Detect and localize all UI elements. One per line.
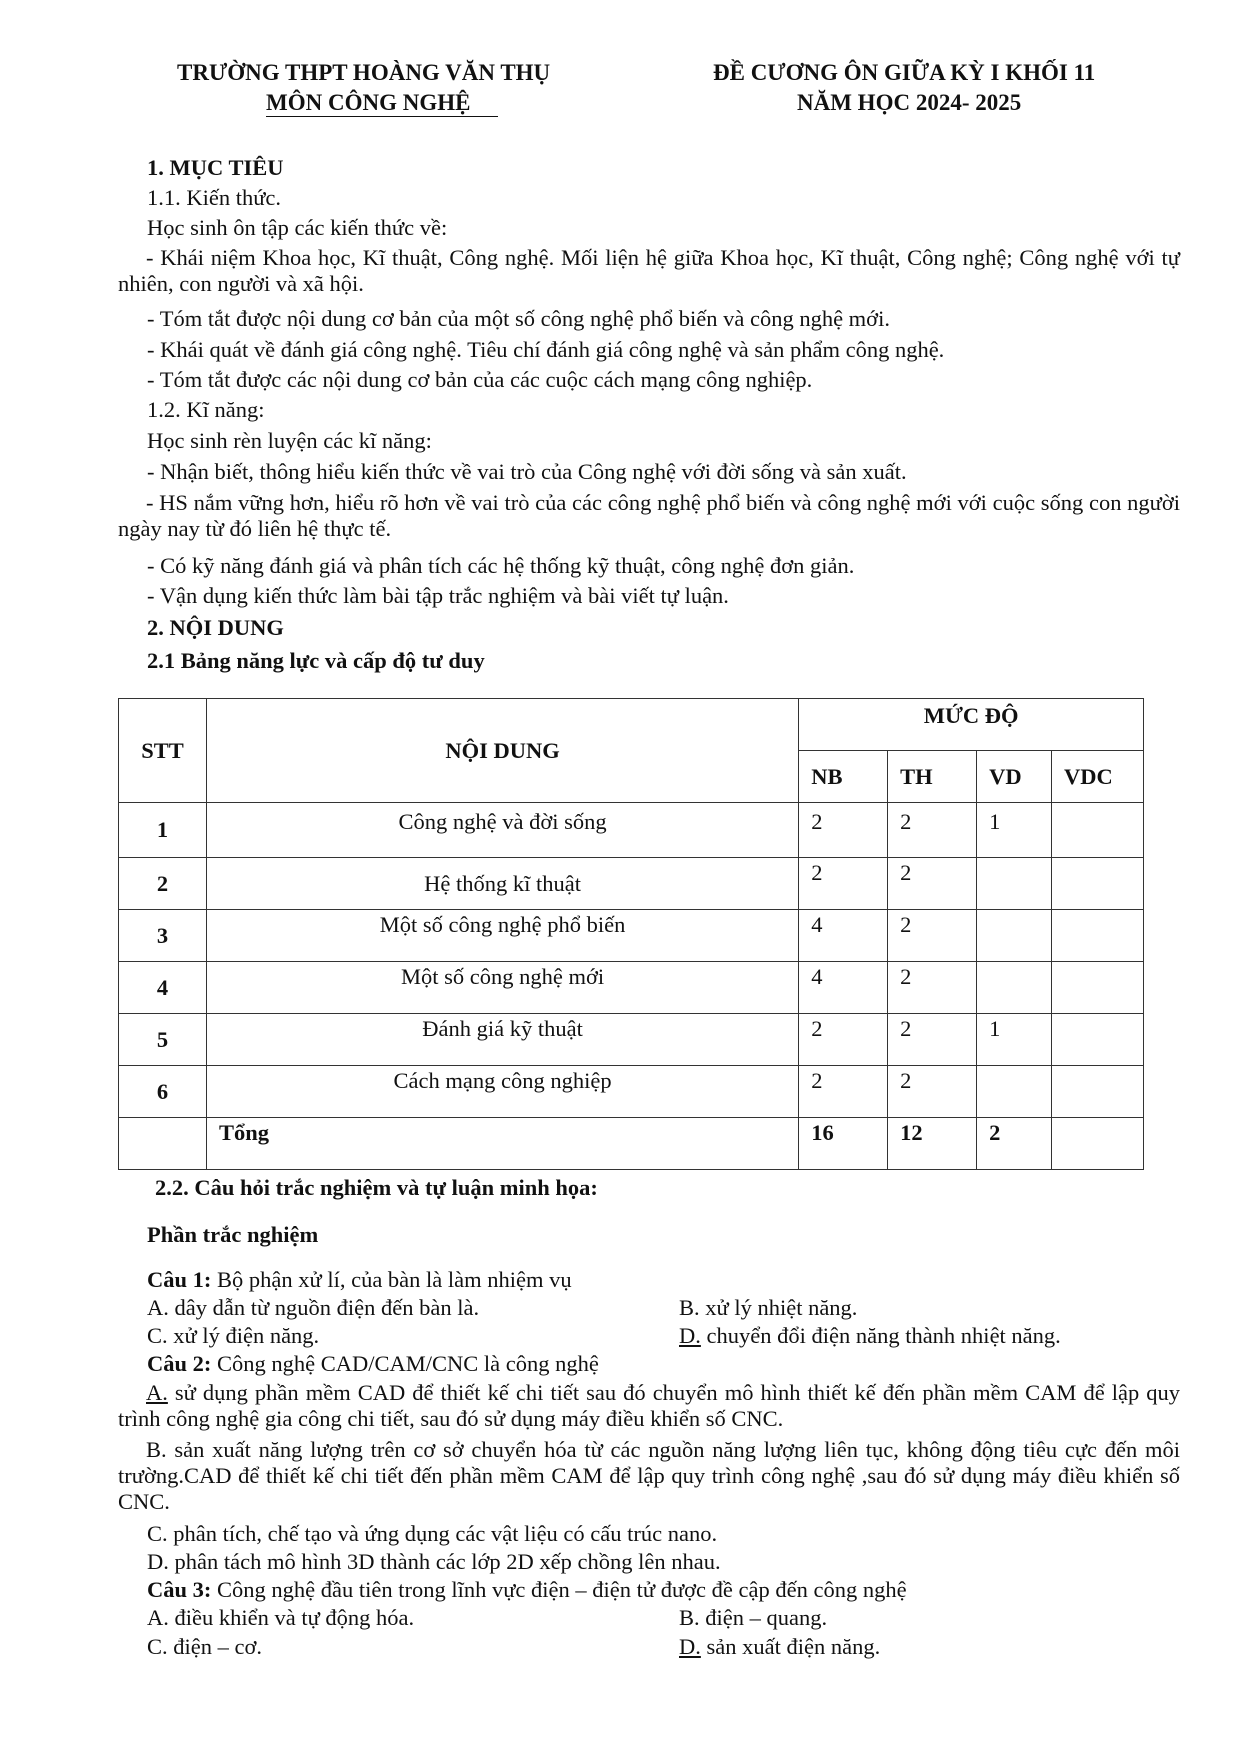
row-vdc — [1052, 1066, 1144, 1118]
row-vd — [977, 1066, 1052, 1118]
row-vd: 1 — [977, 1014, 1052, 1066]
row-nb: 4 — [799, 910, 888, 962]
q2-option-a-letter: A. — [146, 1380, 168, 1405]
header-vdc: VDC — [1052, 751, 1144, 803]
row-vdc — [1052, 803, 1144, 858]
skills-item-4: - Vận dụng kiến thức làm bài tập trắc nghiệm và bài viết tự luận. — [147, 583, 729, 608]
row-vdc — [1052, 858, 1144, 910]
q2-option-a-text: sử dụng phần mềm CAD để thiết kế chi tiết sau đó chuyển mô hình thiết kế đến phần mềm CAM để lập quy trình công nghệ gia công chi tiết, sau đó sử dụng máy điều khiển số CNC. — [118, 1380, 1180, 1431]
question-1-text: Bộ phận xử lí, của bàn là làm nhiệm vụ — [211, 1267, 572, 1292]
mc-heading: Phần trắc nghiệm — [147, 1222, 319, 1247]
competency-table — [118, 698, 1144, 1170]
q3-option-d-letter: D. — [679, 1634, 701, 1659]
header-vd: VD — [977, 751, 1052, 803]
section-1-heading: 1. MỤC TIÊU — [147, 155, 284, 180]
q1-option-d-letter: D. — [679, 1323, 701, 1348]
table-total-row — [119, 1118, 1144, 1170]
row-th: 2 — [888, 858, 977, 910]
row-stt: 4 — [119, 962, 207, 1014]
row-stt: 3 — [119, 910, 207, 962]
row-vd: 1 — [977, 803, 1052, 858]
question-3 — [147, 1574, 907, 1605]
q1-option-b: B. xử lý nhiệt năng. — [679, 1295, 858, 1320]
subject-name: MÔN CÔNG NGHỆ — [266, 90, 498, 117]
total-vdc — [1052, 1118, 1144, 1170]
row-content: Công nghệ và đời sống — [206, 803, 798, 858]
row-th: 2 — [888, 962, 977, 1014]
knowledge-item-3: - Khái quát về đánh giá công nghệ. Tiêu chí đánh giá công nghệ và sản phẩm công nghệ. — [147, 337, 945, 362]
skills-item-2: - HS nắm vững hơn, hiểu rõ hơn về vai trò của các công nghệ phổ biến và công nghệ mới với cuộc sống con người ngày nay từ đó liên hệ thực tế. — [118, 490, 1180, 541]
row-nb: 2 — [799, 1014, 888, 1066]
row-vd — [977, 858, 1052, 910]
question-3-label: Câu 3: — [147, 1577, 212, 1602]
row-content: Một số công nghệ phổ biến — [206, 910, 798, 962]
table-row — [119, 1066, 1144, 1118]
total-vd: 2 — [977, 1118, 1052, 1170]
knowledge-item-2: - Tóm tắt được nội dung cơ bản của một số công nghệ phổ biến và công nghệ mới. — [147, 306, 890, 331]
document-title: ĐỀ CƯƠNG ÔN GIỮA KỲ I KHỐI 11 — [713, 60, 1096, 85]
row-content: Đánh giá kỹ thuật — [206, 1014, 798, 1066]
q1-option-d — [679, 1320, 1061, 1351]
skills-heading: 1.2. Kĩ năng: — [147, 397, 265, 422]
question-3-text: Công nghệ đầu tiên trong lĩnh vực điện – điện tử được đề cập đến công nghệ — [211, 1577, 907, 1602]
header-content: NỘI DUNG — [206, 699, 798, 803]
header-nb: NB — [799, 751, 888, 803]
question-1 — [147, 1264, 572, 1295]
row-content: Cách mạng công nghiệp — [206, 1066, 798, 1118]
row-th: 2 — [888, 1066, 977, 1118]
row-stt: 2 — [119, 858, 207, 910]
row-vd — [977, 962, 1052, 1014]
row-th: 2 — [888, 1014, 977, 1066]
row-vdc — [1052, 962, 1144, 1014]
table-row — [119, 910, 1144, 962]
row-vdc — [1052, 1014, 1144, 1066]
table-row — [119, 1014, 1144, 1066]
q2-option-a — [118, 1380, 1180, 1432]
row-th: 2 — [888, 803, 977, 858]
total-label: Tổng — [206, 1118, 798, 1170]
question-2-label: Câu 2: — [147, 1351, 212, 1376]
row-vd — [977, 910, 1052, 962]
q2-option-b: B. sản xuất năng lượng trên cơ sở chuyển hóa từ các nguồn năng lượng liên tục, không động tiêu cực đến môi trường.CAD để thiết kế chi tiết đến phần mềm CAM để lập quy trình công nghệ ,sau đó sử dụng máy điều khiển số CNC. — [118, 1437, 1180, 1514]
q3-option-d — [679, 1631, 880, 1662]
table-heading: 2.1 Bảng năng lực và cấp độ tư duy — [147, 648, 485, 673]
section-2-heading: 2. NỘI DUNG — [147, 615, 284, 640]
question-2-text: Công nghệ CAD/CAM/CNC là công nghệ — [211, 1351, 599, 1376]
total-nb: 16 — [799, 1118, 888, 1170]
row-nb: 2 — [799, 858, 888, 910]
knowledge-item-1: - Khái niệm Khoa học, Kĩ thuật, Công nghệ. Mối liện hệ giữa Khoa học, Kĩ thuật, Công nghệ; Công nghệ với tự nhiên, con người và xã hội. — [118, 245, 1180, 296]
row-stt: 1 — [119, 803, 207, 858]
table-row — [119, 858, 1144, 910]
row-stt: 5 — [119, 1014, 207, 1066]
q2-option-c: C. phân tích, chế tạo và ứng dụng các vật liệu có cấu trúc nano. — [147, 1521, 718, 1546]
skills-item-3: - Có kỹ năng đánh giá và phân tích các hệ thống kỹ thuật, công nghệ đơn giản. — [147, 553, 855, 578]
school-year: NĂM HỌC 2024- 2025 — [797, 90, 1022, 115]
school-name: TRƯỜNG THPT HOÀNG VĂN THỤ — [177, 60, 551, 85]
q1-option-c: C. xử lý điện năng. — [147, 1323, 320, 1348]
question-1-label: Câu 1: — [147, 1267, 212, 1292]
table-row — [119, 803, 1144, 858]
header-level: MỨC ĐỘ — [799, 699, 1144, 751]
header-stt: STT — [119, 699, 207, 803]
q2-option-d: D. phân tách mô hình 3D thành các lớp 2D xếp chồng lên nhau. — [147, 1549, 721, 1574]
total-th: 12 — [888, 1118, 977, 1170]
q1-option-d-text: chuyển đổi điện năng thành nhiệt năng. — [700, 1323, 1061, 1348]
skills-intro: Học sinh rèn luyện các kĩ năng: — [147, 428, 432, 453]
row-nb: 2 — [799, 803, 888, 858]
questions-heading: 2.2. Câu hỏi trắc nghiệm và tự luận minh họa: — [155, 1175, 598, 1200]
skills-item-1: - Nhận biết, thông hiểu kiến thức về vai trò của Công nghệ với đời sống và sản xuất. — [147, 459, 907, 484]
header-th: TH — [888, 751, 977, 803]
q1-option-a: A. dây dẫn từ nguồn điện đến bàn là. — [147, 1295, 480, 1320]
knowledge-item-4: - Tóm tắt được các nội dung cơ bản của các cuộc cách mạng công nghiệp. — [147, 367, 813, 392]
row-content: Một số công nghệ mới — [206, 962, 798, 1014]
row-nb: 2 — [799, 1066, 888, 1118]
row-th: 2 — [888, 910, 977, 962]
question-2 — [147, 1348, 599, 1379]
row-nb: 4 — [799, 962, 888, 1014]
table-row — [119, 962, 1144, 1014]
row-content: Hệ thống kĩ thuật — [206, 858, 798, 910]
q3-option-b: B. điện – quang. — [679, 1605, 828, 1630]
knowledge-intro: Học sinh ôn tập các kiến thức về: — [147, 215, 448, 240]
q3-option-d-text: sản xuất điện năng. — [700, 1634, 881, 1659]
row-stt: 6 — [119, 1066, 207, 1118]
q3-option-c: C. điện – cơ. — [147, 1634, 263, 1659]
q3-option-a: A. điều khiển và tự động hóa. — [147, 1605, 415, 1630]
knowledge-heading: 1.1. Kiến thức. — [147, 185, 282, 210]
row-vdc — [1052, 910, 1144, 962]
